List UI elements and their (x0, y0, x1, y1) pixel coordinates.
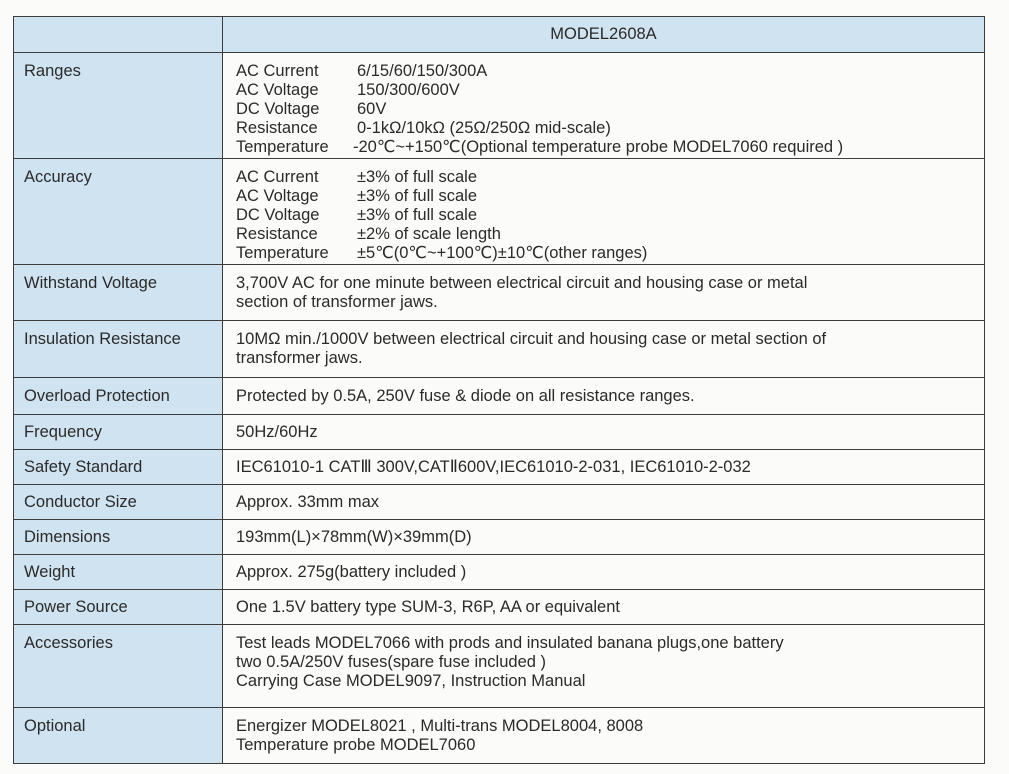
sub-key: Resistance (236, 225, 318, 243)
spec-row-withstand-voltage (14, 265, 985, 321)
value-conductor-size: Approx. 33mm max (223, 485, 985, 520)
sub-key: Temperature (236, 138, 329, 156)
spec-row-safety-standard (14, 450, 985, 485)
sub-value: ±3% of full scale (357, 168, 478, 186)
spec-row-dimensions (14, 520, 985, 555)
value-insulation-resistance (223, 321, 985, 378)
text-line: Test leads MODEL7066 with prods and insulated banana plugs,one battery (236, 634, 784, 652)
sub-value: ±3% of full scale (357, 187, 478, 205)
spec-table (13, 16, 985, 764)
header-row (14, 17, 985, 53)
header-empty-cell (14, 17, 223, 53)
sub-key: DC Voltage (236, 100, 320, 118)
sub-key: AC Current (236, 62, 319, 80)
value-accessories (223, 625, 985, 708)
spec-row-insulation-resistance (14, 321, 985, 378)
sub-key: AC Voltage (236, 187, 319, 205)
text-line: 10MΩ min./1000V between electrical circuit and housing case or metal section of (236, 330, 827, 348)
sub-value: ±3% of full scale (357, 206, 478, 224)
text-line: Temperature probe MODEL7060 (236, 736, 476, 754)
sub-key: Resistance (236, 119, 318, 137)
spec-row-power-source (14, 590, 985, 625)
label-withstand-voltage: Withstand Voltage (14, 265, 223, 321)
label-conductor-size: Conductor Size (14, 485, 223, 520)
value-optional (223, 708, 985, 764)
sub-key: AC Voltage (236, 81, 319, 99)
sub-value: 150/300/600V (357, 81, 460, 99)
label-accessories: Accessories (14, 625, 223, 708)
spec-row-overload-protection (14, 378, 985, 415)
label-optional: Optional (14, 708, 223, 764)
spec-row-optional (14, 708, 985, 764)
value-ranges (223, 53, 985, 159)
sub-key: Temperature (236, 244, 329, 262)
sub-key: AC Current (236, 168, 319, 186)
label-overload-protection: Overload Protection (14, 378, 223, 415)
value-dimensions: 193mm(L)×78mm(W)×39mm(D) (223, 520, 985, 555)
value-safety-standard: IEC61010-1 CATⅢ 300V,CATⅡ600V,IEC61010-2-031, IEC61010-2-032 (223, 450, 985, 485)
label-insulation-resistance: Insulation Resistance (14, 321, 223, 378)
label-ranges: Ranges (14, 53, 223, 159)
value-overload-protection: Protected by 0.5A, 250V fuse & diode on all resistance ranges. (223, 378, 985, 415)
text-line: section of transformer jaws. (236, 293, 438, 311)
value-frequency: 50Hz/60Hz (223, 415, 985, 450)
text-line: Energizer MODEL8021 , Multi-trans MODEL8004, 8008 (236, 717, 644, 735)
text-line: Carrying Case MODEL9097, Instruction Manual (236, 672, 586, 690)
label-weight: Weight (14, 555, 223, 590)
text-line: two 0.5A/250V fuses(spare fuse included ) (236, 653, 547, 671)
text-line: transformer jaws. (236, 349, 363, 367)
sub-value: 60V (357, 100, 387, 118)
spec-row-accessories (14, 625, 985, 708)
spec-row-frequency (14, 415, 985, 450)
label-power-source: Power Source (14, 590, 223, 625)
sub-value: ±2% of scale length (357, 225, 501, 243)
model-header: MODEL2608A (223, 17, 985, 53)
spec-row-ranges (14, 53, 985, 159)
sub-value: ±5℃(0℃~+100℃)±10℃(other ranges) (357, 244, 648, 262)
sub-value: -20℃~+150℃(Optional temperature probe MODEL7060 required ) (353, 138, 844, 156)
label-dimensions: Dimensions (14, 520, 223, 555)
value-withstand-voltage (223, 265, 985, 321)
text-line: 3,700V AC for one minute between electrical circuit and housing case or metal (236, 274, 808, 292)
spec-row-weight (14, 555, 985, 590)
value-accuracy (223, 159, 985, 265)
value-power-source: One 1.5V battery type SUM-3, R6P, AA or equivalent (223, 590, 985, 625)
label-frequency: Frequency (14, 415, 223, 450)
sub-value: 6/15/60/150/300A (357, 62, 488, 80)
value-weight: Approx. 275g(battery included ) (223, 555, 985, 590)
spec-row-accuracy (14, 159, 985, 265)
sub-value: 0-1kΩ/10kΩ (25Ω/250Ω mid-scale) (357, 119, 611, 137)
label-safety-standard: Safety Standard (14, 450, 223, 485)
sub-key: DC Voltage (236, 206, 320, 224)
label-accuracy: Accuracy (14, 159, 223, 265)
spec-row-conductor-size (14, 485, 985, 520)
